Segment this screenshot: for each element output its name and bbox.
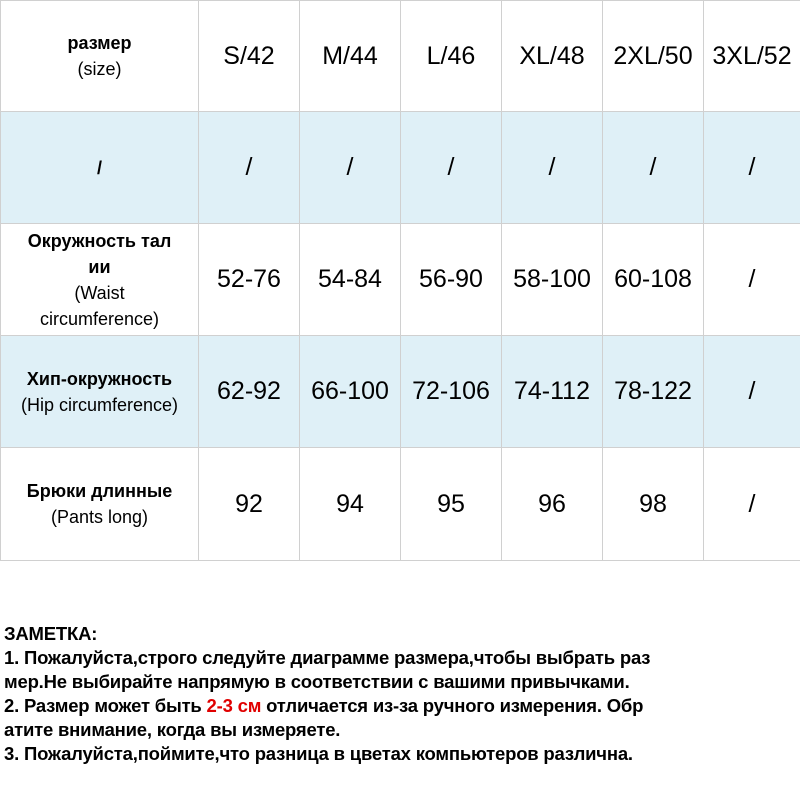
table-cell: 52-76 bbox=[199, 224, 300, 336]
table-row bbox=[1, 112, 800, 224]
table-cell: 56-90 bbox=[401, 224, 502, 336]
row-label bbox=[1, 448, 199, 561]
table-cell: 66-100 bbox=[300, 336, 401, 448]
note-line-2a bbox=[4, 694, 798, 718]
table-cell: / bbox=[401, 112, 502, 224]
size-label-en: (size) bbox=[77, 59, 122, 79]
note-line-2a-post: отличается из-за ручного измерения. Обр bbox=[261, 695, 644, 716]
table-cell: 54-84 bbox=[300, 224, 401, 336]
table-cell: / bbox=[199, 112, 300, 224]
row-label bbox=[1, 112, 199, 224]
table-cell: 95 bbox=[401, 448, 502, 561]
size-header-cell: 2XL/50 bbox=[603, 1, 704, 112]
row-label-ru: Окружность тал ии bbox=[27, 230, 172, 277]
table-cell: 78-122 bbox=[603, 336, 704, 448]
row-label-en: (Pants long) bbox=[50, 507, 149, 527]
row-label-ru: Брюки длинные bbox=[26, 481, 173, 501]
header-row bbox=[1, 1, 800, 112]
table-cell: / bbox=[704, 112, 800, 224]
table-cell: / bbox=[300, 112, 401, 224]
note-line-2a-pre: 2. Размер может быть bbox=[4, 695, 207, 716]
row-label-en: (Waist circumference) bbox=[39, 282, 160, 329]
size-header-cell: XL/48 bbox=[502, 1, 603, 112]
size-label-ru: размер bbox=[67, 33, 132, 53]
size-header-cell: 3XL/52 bbox=[704, 1, 800, 112]
row-label bbox=[1, 336, 199, 448]
table-cell: / bbox=[704, 336, 800, 448]
table-cell: 96 bbox=[502, 448, 603, 561]
row-label-ru: Хип-окружность bbox=[26, 368, 173, 389]
table-cell: / bbox=[502, 112, 603, 224]
note-line-1a: 1. Пожалуйста,строго следуйте диаграмме размера,чтобы выбрать раз bbox=[4, 647, 651, 668]
size-header-label bbox=[1, 1, 199, 112]
size-header-cell: S/42 bbox=[199, 1, 300, 112]
table-cell: / bbox=[704, 224, 800, 336]
table-cell: 94 bbox=[300, 448, 401, 561]
note-line-1b: мер.Не выбирайте напрямую в соответствии с вашими привычками. bbox=[4, 671, 630, 692]
size-header-cell: L/46 bbox=[401, 1, 502, 112]
table-cell: 92 bbox=[199, 448, 300, 561]
table-cell: 72-106 bbox=[401, 336, 502, 448]
table-cell: 60-108 bbox=[603, 224, 704, 336]
note-highlight: 2-3 см bbox=[206, 695, 262, 716]
table-cell: / bbox=[603, 112, 704, 224]
row-label-en: (Hip circumference) bbox=[20, 394, 179, 415]
table-row bbox=[1, 448, 800, 561]
table-row bbox=[1, 224, 800, 336]
row-label-ru: / bbox=[96, 157, 102, 178]
size-header-cell: M/44 bbox=[300, 1, 401, 112]
table-cell: / bbox=[704, 448, 800, 561]
table-cell: 62-92 bbox=[199, 336, 300, 448]
note-line-3: 3. Пожалуйста,поймите,что разница в цветах компьютеров различна. bbox=[4, 743, 633, 764]
table-cell: 58-100 bbox=[502, 224, 603, 336]
note-section bbox=[4, 622, 798, 766]
table-cell: 74-112 bbox=[502, 336, 603, 448]
table-row bbox=[1, 336, 800, 448]
table-cell: 98 bbox=[603, 448, 704, 561]
note-title: ЗАМЕТКА: bbox=[4, 623, 98, 644]
note-line-2b: атите внимание, когда вы измеряете. bbox=[4, 719, 341, 740]
row-label bbox=[1, 224, 199, 336]
